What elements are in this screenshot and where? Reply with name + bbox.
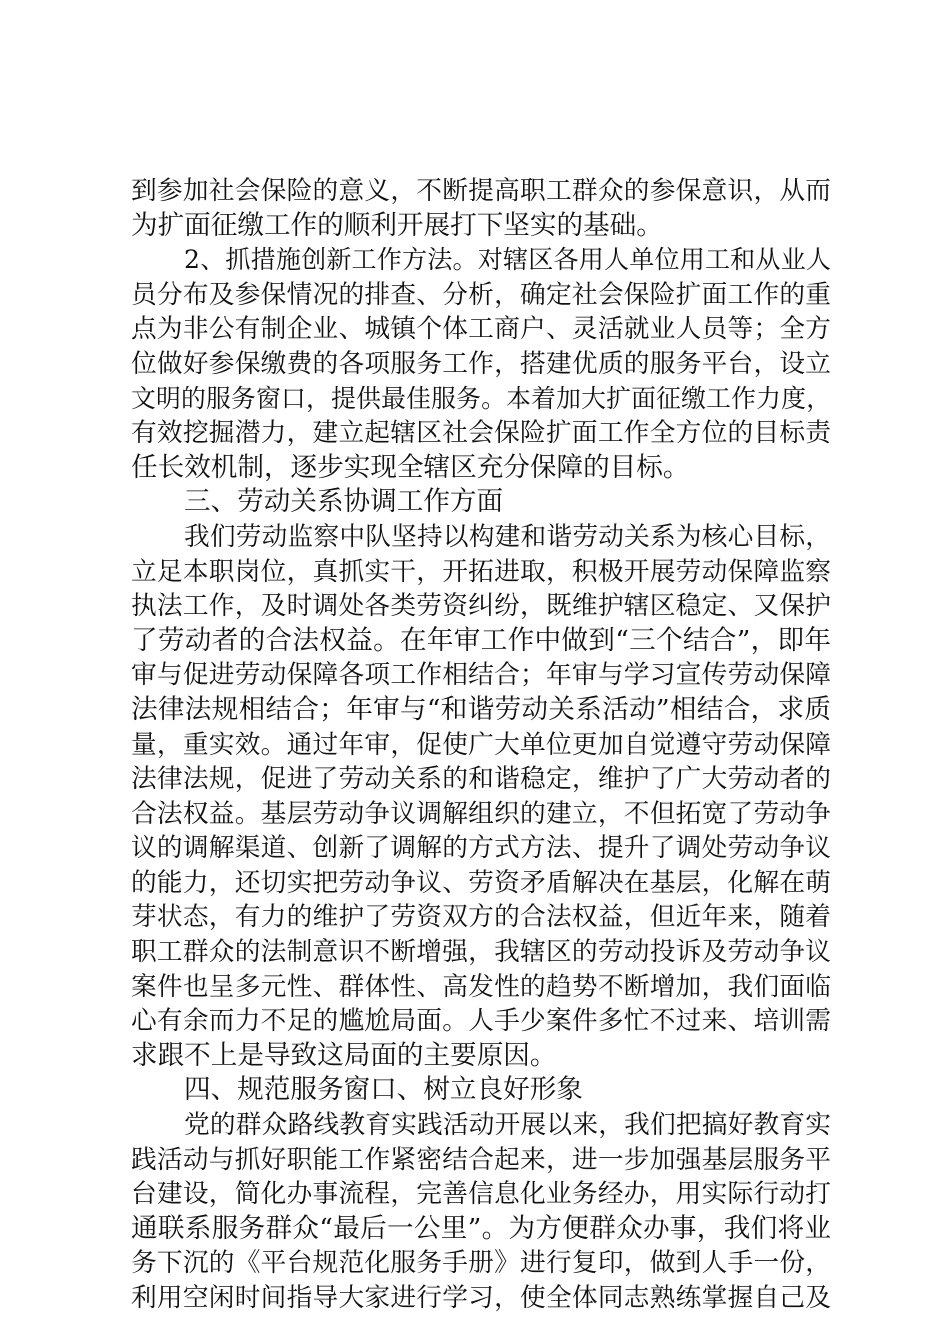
text-line: 心有余而力不足的尴尬局面。人手少案件多忙不过来、培训需 [131,1006,831,1037]
text-line: 法律法规，促进了劳动关系的和谐稳定，维护了广大劳动者的 [131,764,831,795]
text-line: 合法权益。基层劳动争议调解组织的建立，不但拓宽了劳动争 [131,798,831,829]
text-line: 利用空闲时间指导大家进行学习，使全体同志熟练掌握自己及 [131,1283,831,1313]
text-line: 芽状态，有力的维护了劳资双方的合法权益，但近年来，随着 [131,902,831,933]
text-line: 立足本职岗位，真抓实干，开拓进取，积极开展劳动保障监察 [131,556,831,587]
text-line: 任长效机制，逐步实现全辖区充分保障的目标。 [131,451,690,483]
text-line: 通联系服务群众“最后一公里”。为方便群众办事，我们将业 [131,1212,831,1244]
text-line: 四、规范服务窗口、树立良好形象 [184,1074,583,1106]
text-line: 议的调解渠道、创新了调解的方式方法、提升了调处劳动争议 [131,833,831,864]
text-line: 执法工作，及时调处各类劳资纠纷，既维护辖区稳定、又保护 [131,591,831,622]
text-line: 文明的服务窗口，提供最佳服务。本着加大扩面征缴工作力度， [131,383,831,413]
text-line: 求跟不上是导致这局面的主要原因。 [131,1039,557,1071]
text-line: 我们劳动监察中队坚持以构建和谐劳动关系为核心目标， [184,521,831,552]
text-line: 有效挖掘潜力，建立起辖区社会保险扩面工作全方位的目标责 [131,418,831,449]
text-line: 党的群众路线教育实践活动开展以来，我们把搞好教育实 [184,1110,831,1141]
text-line: 审与促进劳动保障各项工作相结合；年审与学习宣传劳动保障 [131,660,831,691]
text-line: 员分布及参保情况的排查、分析，确定社会保险扩面工作的重 [131,279,831,310]
text-line: 务下沉的《平台规范化服务手册》进行复印，做到人手一份， [131,1248,831,1279]
text-line: 法律法规相结合；年审与“和谐劳动关系活动”相结合，求质 [131,693,831,725]
text-line: 了劳动者的合法权益。在年审工作中做到“三个结合”，即年 [131,624,831,656]
text-line: 点为非公有制企业、城镇个体工商户、灵活就业人员等；全方 [131,314,831,345]
text-line: 2、抓措施创新工作方法。对辖区各用人单位用工和从业人 [184,245,831,275]
text-line: 职工群众的法制意识不断增强，我辖区的劳动投诉及劳动争议 [131,937,831,968]
document-body [131,174,831,1316]
text-line: 三、劳动关系协调工作方面 [184,486,504,518]
text-line: 台建设，简化办事流程，完善信息化业务经办，用实际行动打 [131,1179,831,1210]
text-line: 践活动与抓好职能工作紧密结合起来，进一步加强基层服务平 [131,1144,831,1175]
text-line: 量，重实效。通过年审，促使广大单位更加自觉遵守劳动保障 [131,729,831,760]
text-line: 位做好参保缴费的各项服务工作，搭建优质的服务平台，设立 [131,348,831,379]
text-line: 为扩面征缴工作的顺利开展打下坚实的基础。 [131,209,663,241]
text-line: 的能力，还切实把劳动争议、劳资矛盾解决在基层，化解在萌 [131,867,831,898]
text-line: 到参加社会保险的意义，不断提高职工群众的参保意识，从而 [131,176,831,206]
text-line: 案件也呈多元性、群体性、高发性的趋势不断增加，我们面临 [131,971,831,1002]
